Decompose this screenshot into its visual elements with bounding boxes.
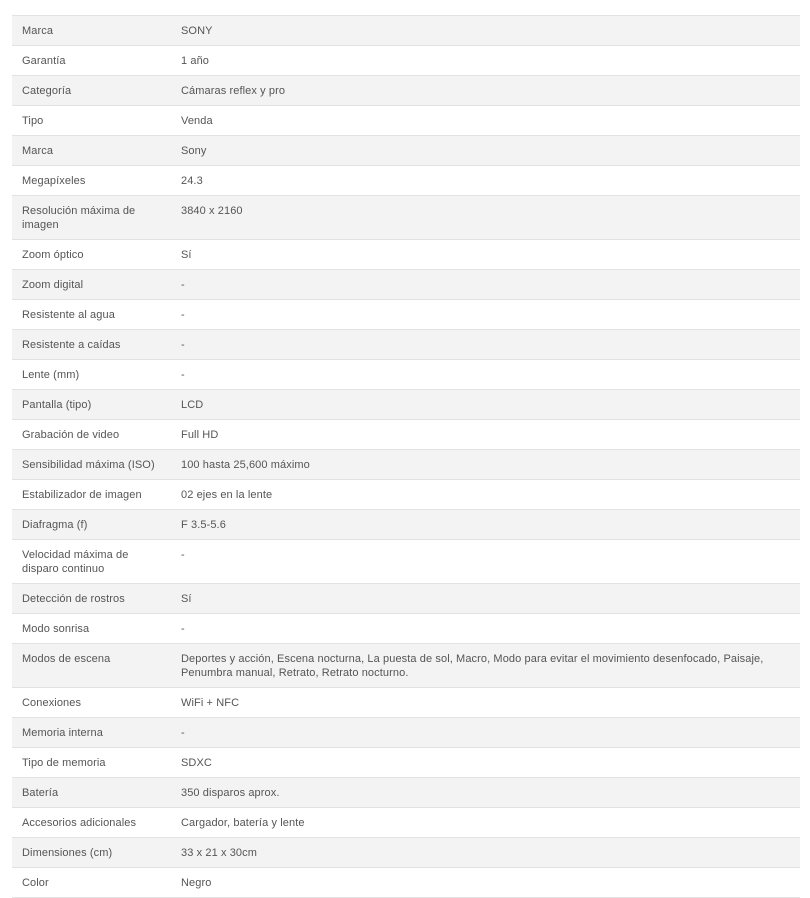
spec-row bbox=[12, 166, 800, 196]
specs-table-body bbox=[12, 16, 800, 898]
spec-label: Memoria interna bbox=[12, 718, 171, 748]
spec-label: Modos de escena bbox=[12, 644, 171, 688]
spec-label: Estabilizador de imagen bbox=[12, 480, 171, 510]
spec-value: Negro bbox=[171, 868, 800, 898]
spec-label: Lente (mm) bbox=[12, 360, 171, 390]
spec-value: SDXC bbox=[171, 748, 800, 778]
spec-row bbox=[12, 330, 800, 360]
spec-value: 100 hasta 25,600 máximo bbox=[171, 450, 800, 480]
spec-label: Resistente a caídas bbox=[12, 330, 171, 360]
spec-value: Full HD bbox=[171, 420, 800, 450]
spec-value: 02 ejes en la lente bbox=[171, 480, 800, 510]
spec-row bbox=[12, 240, 800, 270]
spec-row bbox=[12, 584, 800, 614]
spec-row bbox=[12, 106, 800, 136]
spec-label: Zoom óptico bbox=[12, 240, 171, 270]
spec-label: Detección de rostros bbox=[12, 584, 171, 614]
spec-row bbox=[12, 808, 800, 838]
spec-label: Marca bbox=[12, 136, 171, 166]
spec-row bbox=[12, 868, 800, 898]
spec-row bbox=[12, 16, 800, 46]
spec-row bbox=[12, 510, 800, 540]
spec-label: Tipo de memoria bbox=[12, 748, 171, 778]
specs-table bbox=[12, 15, 800, 898]
spec-label: Dimensiones (cm) bbox=[12, 838, 171, 868]
spec-value: - bbox=[171, 330, 800, 360]
spec-row bbox=[12, 270, 800, 300]
spec-row bbox=[12, 196, 800, 240]
spec-value: - bbox=[171, 300, 800, 330]
spec-row bbox=[12, 644, 800, 688]
spec-label: Categoría bbox=[12, 76, 171, 106]
spec-row bbox=[12, 420, 800, 450]
spec-row bbox=[12, 614, 800, 644]
spec-label: Color bbox=[12, 868, 171, 898]
spec-row bbox=[12, 46, 800, 76]
spec-row bbox=[12, 300, 800, 330]
spec-value: Cargador, batería y lente bbox=[171, 808, 800, 838]
spec-value: 24.3 bbox=[171, 166, 800, 196]
spec-value: 33 x 21 x 30cm bbox=[171, 838, 800, 868]
spec-value: 350 disparos aprox. bbox=[171, 778, 800, 808]
spec-row bbox=[12, 688, 800, 718]
spec-label: Grabación de video bbox=[12, 420, 171, 450]
spec-value: - bbox=[171, 614, 800, 644]
spec-value: - bbox=[171, 540, 800, 584]
spec-value: Sí bbox=[171, 584, 800, 614]
spec-row bbox=[12, 76, 800, 106]
spec-value: WiFi + NFC bbox=[171, 688, 800, 718]
spec-label: Conexiones bbox=[12, 688, 171, 718]
spec-label: Pantalla (tipo) bbox=[12, 390, 171, 420]
spec-value: SONY bbox=[171, 16, 800, 46]
spec-value: Cámaras reflex y pro bbox=[171, 76, 800, 106]
spec-value: - bbox=[171, 718, 800, 748]
spec-row bbox=[12, 360, 800, 390]
spec-row bbox=[12, 480, 800, 510]
spec-label: Tipo bbox=[12, 106, 171, 136]
spec-row bbox=[12, 778, 800, 808]
spec-label: Accesorios adicionales bbox=[12, 808, 171, 838]
spec-value: LCD bbox=[171, 390, 800, 420]
spec-row bbox=[12, 838, 800, 868]
spec-label: Marca bbox=[12, 16, 171, 46]
spec-value: - bbox=[171, 360, 800, 390]
spec-value: Sí bbox=[171, 240, 800, 270]
spec-label: Zoom digital bbox=[12, 270, 171, 300]
spec-row bbox=[12, 136, 800, 166]
spec-label: Resistente al agua bbox=[12, 300, 171, 330]
spec-row bbox=[12, 390, 800, 420]
spec-row bbox=[12, 540, 800, 584]
spec-row bbox=[12, 718, 800, 748]
spec-label: Velocidad máxima de disparo continuo bbox=[12, 540, 171, 584]
spec-value: 1 año bbox=[171, 46, 800, 76]
spec-value: - bbox=[171, 270, 800, 300]
spec-label: Modo sonrisa bbox=[12, 614, 171, 644]
spec-value: Sony bbox=[171, 136, 800, 166]
spec-label: Sensibilidad máxima (ISO) bbox=[12, 450, 171, 480]
spec-value: Venda bbox=[171, 106, 800, 136]
spec-label: Megapíxeles bbox=[12, 166, 171, 196]
spec-label: Batería bbox=[12, 778, 171, 808]
spec-label: Resolución máxima de imagen bbox=[12, 196, 171, 240]
spec-row bbox=[12, 450, 800, 480]
spec-value: F 3.5-5.6 bbox=[171, 510, 800, 540]
spec-value: Deportes y acción, Escena nocturna, La puesta de sol, Macro, Modo para evitar el movimiento desenfocado, Paisaje, Penumbra manual, Retrato, Retrato nocturno. bbox=[171, 644, 800, 688]
spec-label: Diafragma (f) bbox=[12, 510, 171, 540]
spec-row bbox=[12, 748, 800, 778]
spec-label: Garantía bbox=[12, 46, 171, 76]
spec-value: 3840 x 2160 bbox=[171, 196, 800, 240]
